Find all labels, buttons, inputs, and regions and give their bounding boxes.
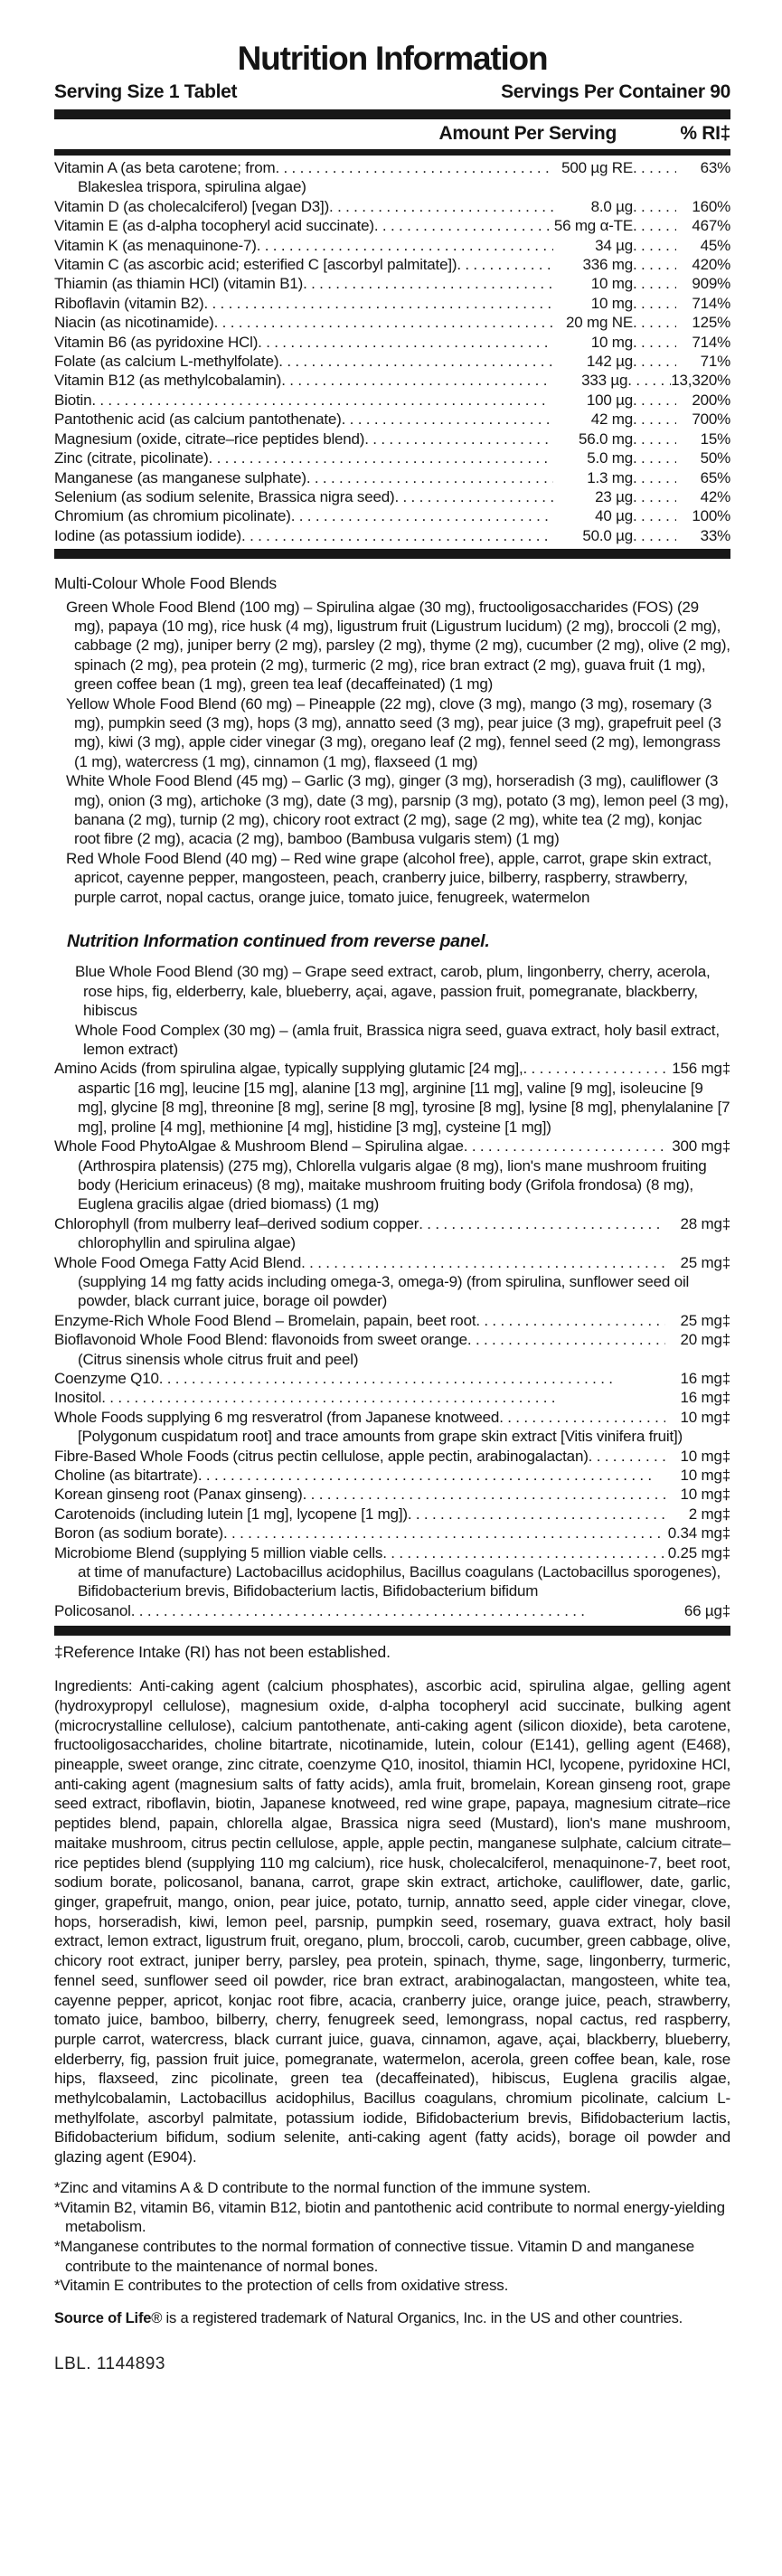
- nutrient-percent-ri: 100%: [692, 507, 730, 525]
- blends-heading: Multi-Colour Whole Food Blends: [54, 574, 277, 593]
- dot-leader: [633, 236, 676, 255]
- supplement-amount: 28 mg‡: [680, 1214, 730, 1232]
- table-row: [54, 1059, 730, 1137]
- nutrient-percent-ri: 200%: [692, 391, 730, 409]
- dot-leader: [633, 158, 676, 177]
- dot-leader: [209, 448, 553, 467]
- health-claims: [54, 2178, 730, 2296]
- dot-leader: [633, 391, 676, 410]
- dot-leader: [627, 371, 671, 390]
- nutrient-amount: 1.3 mg: [587, 468, 633, 486]
- supplement-label: Bioflavonoid Whole Food Blend: flavonoids from sweet orange: [54, 1331, 467, 1349]
- supplement-amount: 10 mg‡: [680, 1467, 730, 1484]
- table-row: [54, 1447, 730, 1466]
- nutrient-label: Riboflavin (vitamin B2): [54, 294, 204, 312]
- dot-leader: [257, 236, 553, 255]
- dot-leader: [457, 255, 553, 274]
- supplement-amount: 2 mg‡: [688, 1505, 730, 1523]
- supplement-label: Korean ginseng root (Panax ginseng): [54, 1486, 303, 1504]
- nutrient-label: Vitamin C (as ascorbic acid; esterified C [ascorbyl palmitate]): [54, 256, 457, 274]
- table-row: [54, 371, 730, 390]
- table-row: [54, 1601, 730, 1620]
- supplement-label: Coenzyme Q10: [54, 1369, 159, 1387]
- brand-name: Source of Life: [54, 2310, 152, 2327]
- servings-per-container: Servings Per Container 90: [501, 81, 730, 102]
- blend-paragraph: Green Whole Food Blend (100 mg) – Spirulina algae (30 mg), fructooligosaccharides (FOS) (29 mg), papaya (10 mg), rice husk (4 mg), ligustrum fruit (Ligustrum lucidum) (2 mg), broccoli (2 mg), cabbage (2 mg), juniper berry (2 mg), parsley (2 mg), thyme (2 mg), cucumber (2 mg), olive (2 mg), spinach (2 mg), pea protein (2 mg), turmeric (2 mg), rice bran extract (2 mg), guava fruit (1 mg), green coffee bean (1 mg), green tea leaf (decaffeinated) (1 mg): [66, 598, 730, 694]
- nutrient-percent-ri: 714%: [692, 333, 730, 351]
- nutrient-amount: 34 µg: [595, 236, 633, 254]
- table-row: [54, 429, 730, 448]
- dot-leader: [633, 197, 676, 216]
- supplement-amount: 300 mg‡: [672, 1137, 730, 1156]
- nutrient-percent-ri: 42%: [700, 487, 730, 505]
- nutrient-amount: 336 mg: [582, 256, 633, 274]
- dot-leader: [214, 313, 553, 332]
- supplement-amount: 10 mg‡: [680, 1447, 730, 1465]
- nutrient-label: Magnesium (oxide, citrate–rice peptides blend): [54, 429, 365, 448]
- table-row: [54, 410, 730, 429]
- nutrient-label: Folate (as calcium L-methylfolate): [54, 353, 279, 371]
- dot-leader: [303, 274, 553, 293]
- divider-thick: [54, 109, 730, 119]
- table-row: [54, 333, 730, 352]
- supplement-label: Policosanol: [54, 1601, 131, 1619]
- nutrient-label: Vitamin E (as d-alpha tocopheryl acid succinate): [54, 217, 374, 235]
- nutrient-table: [54, 156, 730, 549]
- nutrient-label-continuation: Blakeslea trispora, spirulina algae): [78, 178, 306, 196]
- supplement-amount: 10 mg‡: [680, 1486, 730, 1504]
- table-row: [54, 1543, 730, 1601]
- nutrient-label: Vitamin B6 (as pyridoxine HCl): [54, 333, 259, 351]
- supplement-label: Fibre-Based Whole Foods (citrus pectin cellulose, apple pectin, arabinogalactan): [54, 1447, 589, 1465]
- dot-leader: [633, 274, 676, 293]
- dot-leader: [101, 1388, 665, 1407]
- nutrient-percent-ri: 71%: [700, 353, 730, 371]
- dot-leader: [281, 371, 548, 390]
- nutrient-amount: 50.0 µg: [582, 526, 633, 544]
- supplement-label: Whole Foods supplying 6 mg resveratrol (from Japanese knotweed: [54, 1408, 500, 1426]
- blends-list: [54, 598, 730, 908]
- nutrient-label: Thiamin (as thiamin HCl) (vitamin B1): [54, 275, 304, 293]
- table-row: [54, 1408, 730, 1447]
- dot-leader: [301, 1253, 665, 1272]
- nutrient-amount: 42 mg: [590, 410, 633, 429]
- nutrient-percent-ri: 50%: [700, 449, 730, 467]
- nutrient-percent-ri: 909%: [692, 275, 730, 293]
- supplement-table: [54, 1059, 730, 1620]
- continued-heading: Nutrition Information continued from reverse panel.: [67, 931, 490, 952]
- supplement-label: Whole Food PhytoAlgae & Mushroom Blend – Spirulina algae: [54, 1137, 464, 1156]
- table-row: [54, 1505, 730, 1524]
- nutrient-percent-ri: 33%: [700, 526, 730, 544]
- supplement-label: Whole Food Omega Fatty Acid Blend: [54, 1253, 302, 1271]
- table-row: [54, 1485, 730, 1504]
- nutrient-percent-ri: 467%: [692, 217, 730, 235]
- nutrient-amount: 5.0 mg: [587, 449, 633, 467]
- nutrient-percent-ri: 160%: [692, 197, 730, 215]
- serving-size: Serving Size 1 Tablet: [54, 81, 238, 102]
- supplement-amount: 16 mg‡: [680, 1369, 730, 1387]
- amount-per-serving-header: Amount Per Serving: [438, 123, 617, 144]
- supplement-label: Carotenoids (including lutein [1 mg], lycopene [1 mg]): [54, 1505, 408, 1523]
- trademark-notice: [54, 2310, 730, 2327]
- nutrient-label: Chromium (as chromium picolinate): [54, 507, 291, 525]
- nutrient-label: Zinc (citrate, picolinate): [54, 449, 209, 467]
- supplement-label-continuation: aspartic [16 mg], leucine [15 mg], alanine [13 mg], arginine [11 mg], valine [9 mg], isoleucine [9 mg], glycine [8 mg], threonine [8 mg], serine [8 mg], tyrosine [8 mg], lysine [8 mg], phenylalanine [7 mg], proline [4 mg], methionine [4 mg], histidine [3 mg], cysteine [1 mg]): [78, 1079, 730, 1136]
- table-row: [54, 506, 730, 525]
- nutrient-label: Biotin: [54, 391, 92, 409]
- table-row: [54, 487, 730, 506]
- column-header-row: [54, 119, 730, 149]
- table-row: [54, 448, 730, 467]
- dot-leader: [223, 1524, 665, 1543]
- blend-paragraph: White Whole Food Blend (45 mg) – Garlic (3 mg), ginger (3 mg), horseradish (3 mg), cauliflower (3 mg), onion (3 mg), artichoke (3 mg), date (3 mg), parsnip (3 mg), potato (3 mg), lemon peel (3 mg), banana (2 mg), turnip (2 mg), chicory root extract (2 mg), sage (2 mg), white tea (2 mg), konjac root fibre (2 mg), acacia (2 mg), bamboo (Bambusa vulgaris stem) (1 mg): [66, 772, 729, 848]
- nutrient-amount: 8.0 µg: [590, 197, 633, 215]
- table-row: [54, 1330, 730, 1369]
- dot-leader: [633, 352, 676, 371]
- supplement-amount: 66 µg‡: [683, 1601, 730, 1619]
- table-row: [54, 255, 730, 274]
- nutrient-amount: 10 mg: [590, 294, 633, 312]
- health-claim: *Manganese contributes to the normal formation of connective tissue. Vitamin D and manganese contribute to the maintenance of normal bones.: [54, 2237, 694, 2275]
- nutrient-amount: 40 µg: [595, 507, 633, 525]
- divider-thick: [54, 1626, 730, 1636]
- dot-leader: [394, 487, 553, 506]
- supplement-label: Chlorophyll (from mulberry leaf–derived sodium copper: [54, 1214, 419, 1232]
- health-claim: *Zinc and vitamins A & D contribute to the normal function of the immune system.: [54, 2178, 591, 2196]
- nutrient-label: Vitamin A (as beta carotene; from: [54, 159, 276, 176]
- table-row: [54, 526, 730, 545]
- supplement-label: Choline (as bitartrate): [54, 1467, 198, 1484]
- supplement-label-continuation: [Polygonum cuspidatum root] and trace amounts from grape skin extract [Vitis vinifera fruit]): [78, 1428, 683, 1446]
- supplement-label-continuation: at time of manufacture) Lactobacillus acidophilus, Bacillus coagulans (Lactobacillus sporogenes), Bifidobacterium brevis, Bifidobacterium lactis, Bifidobacterium bifidum: [78, 1563, 721, 1600]
- nutrient-percent-ri: 125%: [692, 314, 730, 332]
- supplement-amount: 10 mg‡: [680, 1408, 730, 1426]
- table-row: [54, 1137, 730, 1214]
- supplement-label-continuation: (supplying 14 mg fatty acids including omega-3, omega-9) (from spirulina, sunflower seed oil powder, black currant juice, borage oil powder): [78, 1272, 690, 1310]
- blend-paragraph: Whole Food Complex (30 mg) – (amla fruit, Brassica nigra seed, guava extract, holy basil extract, lemon extract): [75, 1021, 720, 1059]
- dot-leader: [633, 216, 676, 235]
- nutrient-label: Vitamin K (as menaquinone-7): [54, 236, 257, 254]
- table-row: [54, 1524, 730, 1543]
- supplement-label-continuation: (Citrus sinensis whole citrus fruit and peel): [78, 1350, 359, 1368]
- dot-leader: [633, 487, 676, 506]
- whole-food-blends-section: [54, 574, 730, 1620]
- health-claim: *Vitamin E contributes to the protection of cells from oxidative stress.: [54, 2277, 509, 2295]
- serving-row: [54, 81, 730, 103]
- nutrient-amount: 142 µg: [586, 353, 633, 371]
- nutrient-percent-ri: 63%: [700, 159, 730, 176]
- dot-leader: [131, 1601, 665, 1620]
- divider-thick: [54, 549, 730, 559]
- dot-leader: [159, 1369, 665, 1388]
- table-row: [54, 236, 730, 255]
- supplement-label-continuation: chlorophyllin and spirulina algae): [78, 1234, 296, 1252]
- dot-leader: [291, 506, 553, 525]
- reference-intake-footnote: ‡Reference Intake (RI) has not been established.: [54, 1643, 391, 1662]
- blend-paragraph: Red Whole Food Blend (40 mg) – Red wine grape (alcohol free), apple, carrot, grape skin extract, apricot, cayenne pepper, mangosteen, peach, cranberry juice, bilberry, raspberry, strawberry, purple carrot, nopal cactus, orange juice, tomato juice, fenugreek, watermelon: [66, 849, 712, 906]
- nutrient-amount: 10 mg: [590, 333, 633, 351]
- dot-leader: [342, 410, 553, 429]
- table-row: [54, 1466, 730, 1485]
- trademark-text: ® is a registered trademark of Natural Organics, Inc. in the US and other countries.: [151, 2310, 683, 2327]
- continued-blends-list: [54, 962, 730, 1059]
- supplement-label: Boron (as sodium borate): [54, 1524, 224, 1543]
- supplement-amount: 25 mg‡: [680, 1253, 730, 1271]
- dot-leader: [382, 1543, 665, 1562]
- nutrient-amount: 10 mg: [590, 275, 633, 293]
- nutrient-percent-ri: 45%: [700, 236, 730, 254]
- nutrient-percent-ri: 65%: [700, 468, 730, 486]
- nutrient-percent-ri: 700%: [692, 410, 730, 429]
- supplement-amount: 25 mg‡: [680, 1311, 730, 1329]
- dot-leader: [241, 526, 553, 545]
- supplement-amount: 16 mg‡: [680, 1389, 730, 1407]
- dot-leader: [408, 1505, 665, 1524]
- table-row: [54, 158, 730, 197]
- nutrient-amount: 100 µg: [586, 391, 633, 409]
- supplement-amount: 0.25 mg‡: [667, 1543, 730, 1562]
- label-code: LBL. 1144893: [54, 2354, 165, 2374]
- dot-leader: [633, 526, 676, 545]
- table-row: [54, 1214, 730, 1253]
- dot-leader: [91, 391, 553, 410]
- table-row: [54, 1388, 730, 1407]
- dot-leader: [633, 429, 676, 448]
- supplement-amount: 20 mg‡: [680, 1331, 730, 1349]
- nutrient-amount: 500 µg RE: [561, 159, 633, 176]
- nutrient-amount: 56 mg α-TE: [553, 217, 633, 235]
- dot-leader: [329, 197, 553, 216]
- nutrient-amount: 23 µg: [595, 487, 633, 505]
- nutrient-label: Vitamin B12 (as methylcobalamin): [54, 372, 282, 390]
- table-row: [54, 468, 730, 487]
- dot-leader: [633, 506, 676, 525]
- dot-leader: [523, 1059, 665, 1078]
- nutrient-percent-ri: 15%: [700, 429, 730, 448]
- supplement-label: Inositol: [54, 1389, 102, 1407]
- dot-leader: [476, 1311, 665, 1330]
- table-row: [54, 313, 730, 332]
- nutrient-amount: 56.0 mg: [578, 429, 633, 448]
- dot-leader: [499, 1408, 665, 1427]
- ingredients-paragraph: Ingredients: Anti-caking agent (calcium phosphates), ascorbic acid, spirulina algae, gelling agent (hydroxypropyl cellulose), magnesium oxide, d-alpha tocopheryl acid succinate, bulking agent (microcrystalline cellulose), calcium pantothenate, anti-caking agent (silicon dioxide), beta carotene, fructooligosaccharides, choline bitartrate, nicotinamide, lutein, colour (E141), gelling agent (E468), pineapple, sweet orange, zinc citrate, coenzyme Q10, inositol, thiamin HCl, lycopene, pyridoxine HCl, anti-caking agent (magnesium salts of fatty acids), amla fruit, bromelain, Korean ginseng root, grape seed extract, riboflavin, biotin, Japanese knotweed, red wine grape, papaya, magnesium citrate–rice peptides blend, papain, chlorella algae, Brassica nigra seed (Mustard), lion's mane mushroom, maitake mushroom, citrus pectin cellulose, apple, apple pectin, manganese sulphate, calcium citrate–rice peptides blend (supplying 110 mg calcium), rice husk, cholecalciferol, menaquinone-7, beet root, sodium borate, policosanol, banana, carrot, grape skin extract, artichoke, cauliflower, date, garlic, ginger, grapefruit, mango, onion, pear juice, potato, turnip, annatto seed, apple cider vinegar, clove, hops, horseradish, kiwi, lemon peel, parsnip, pumpkin seed, rosemary, guava extract, holy basil extract, lemon extract, ligustrum fruit, oregano, plum, broccoli, carob, cucumber, green cabbage, olive, chicory root extract, juniper berry, parsley, pea protein, spinach, thyme, sage, lingonberry, turmeric, fennel seed, sunflower seed oil powder, rice bran extract, arabinogalactan, mangosteen, white tea, cayenne pepper, apricot, konjac root fibre, acacia, cranberry juice, orange juice, peach, strawberry, tomato juice, bamboo, bilberry, cherry, fenugreek seed, lemongrass, nopal cactus, red raspberry, purple carrot, watercress, black currant juice, guava, cinnamon, agave, açai, blackberry, blueberry, elderberry, fig, passion fruit juice, pomegranate, watermelon, acerola, green coffee bean, kale, rose hips, flaxseed, zinc picolinate, green tea (decaffeinated), hibiscus, Euglena gracilis algae, methylcobalamin, Lactobacillus acidophilus, Bacillus coagulans, chromium picolinate, calcium L-methylfolate, ascorbyl palmitate, potassium iodide, Bifidobacterium brevis, Bifidobacterium lactis, Bifidobacterium bifidum, sodium selenite, anti-caking agent (fatty acids), borage oil powder and glazing agent (E904).: [54, 1677, 730, 2166]
- supplement-amount: 0.34 mg‡: [667, 1524, 730, 1543]
- table-row: [54, 1253, 730, 1311]
- dot-leader: [306, 468, 553, 487]
- health-claim: *Vitamin B2, vitamin B6, vitamin B12, biotin and pantothenic acid contribute to normal energy-yielding metabolism.: [54, 2198, 725, 2236]
- dot-leader: [633, 410, 676, 429]
- table-row: [54, 391, 730, 410]
- supplement-amount: 156 mg‡: [672, 1060, 730, 1078]
- supplement-label: Amino Acids (from spirulina algae, typically supplying glutamic [24 mg],: [54, 1060, 523, 1078]
- dot-leader: [258, 333, 553, 352]
- supplement-label-continuation: (Arthrospira platensis) (275 mg), Chlorella vulgaris algae (8 mg), lion's mane mushroom fruiting body (Hericium erinaceus) (8 mg), maitake mushroom fruiting body (Grifola frondosa) (8 mg), Euglena gracilis algae (dried biomass) (1 mg): [78, 1156, 707, 1213]
- dot-leader: [633, 468, 676, 487]
- nutrient-amount: 333 µg: [581, 372, 628, 390]
- dot-leader: [198, 1466, 665, 1485]
- table-row: [54, 1311, 730, 1330]
- nutrient-percent-ri: 13,320%: [671, 372, 730, 390]
- nutrient-amount: 20 mg NE: [566, 314, 633, 332]
- nutrient-label: Vitamin D (as cholecalciferol) [vegan D3]): [54, 197, 330, 215]
- table-row: [54, 197, 730, 216]
- table-row: [54, 216, 730, 235]
- dot-leader: [419, 1214, 665, 1233]
- blend-paragraph: Blue Whole Food Blend (30 mg) – Grape seed extract, carob, plum, lingonberry, cherry, acerola, rose hips, fig, elderberry, kale, blueberry, açai, agave, passion fruit, pomegranate, blackberry, hibiscus: [75, 963, 711, 1020]
- dot-leader: [203, 294, 553, 313]
- divider-medium: [54, 149, 730, 156]
- nutrient-label: Pantothenic acid (as calcium pantothenate): [54, 410, 342, 429]
- percent-ri-header: % RI‡: [680, 123, 730, 144]
- dot-leader: [278, 352, 553, 371]
- nutrient-label: Selenium (as sodium selenite, Brassica nigra seed): [54, 487, 395, 505]
- dot-leader: [589, 1447, 665, 1466]
- table-row: [54, 294, 730, 313]
- dot-leader: [467, 1330, 665, 1349]
- supplement-label: Microbiome Blend (supplying 5 million viable cells: [54, 1543, 383, 1562]
- dot-leader: [464, 1137, 665, 1156]
- dot-leader: [633, 448, 676, 467]
- blend-paragraph: Yellow Whole Food Blend (60 mg) – Pineapple (22 mg), clove (3 mg), mango (3 mg), rosemary (3 mg), pumpkin seed (3 mg), hops (3 mg), annatto seed (3 mg), pear juice (3 mg), grapefruit peel (3 mg), kiwi (3 mg), apple cider vinegar (3 mg), oregano leaf (2 mg), fennel seed (2 mg), lemongrass (1 mg), watercress (1 mg), cinnamon (1 mg), flaxseed (1 mg): [66, 694, 721, 770]
- nutrient-label: Iodine (as potassium iodide): [54, 526, 242, 544]
- dot-leader: [633, 333, 676, 352]
- nutrient-percent-ri: 714%: [692, 294, 730, 312]
- dot-leader: [275, 158, 553, 177]
- dot-leader: [633, 313, 676, 332]
- dot-leader: [374, 216, 553, 235]
- table-row: [54, 1369, 730, 1388]
- nutrient-label: Niacin (as nicotinamide): [54, 314, 214, 332]
- supplement-label: Enzyme-Rich Whole Food Blend – Bromelain, papain, beet root: [54, 1311, 476, 1329]
- table-row: [54, 274, 730, 293]
- dot-leader: [633, 294, 676, 313]
- dot-leader: [303, 1485, 665, 1504]
- table-row: [54, 352, 730, 371]
- dot-leader: [364, 429, 553, 448]
- page-title: Nutrition Information: [237, 40, 548, 77]
- dot-leader: [633, 255, 676, 274]
- nutrient-label: Manganese (as manganese sulphate): [54, 468, 306, 486]
- nutrient-percent-ri: 420%: [692, 256, 730, 274]
